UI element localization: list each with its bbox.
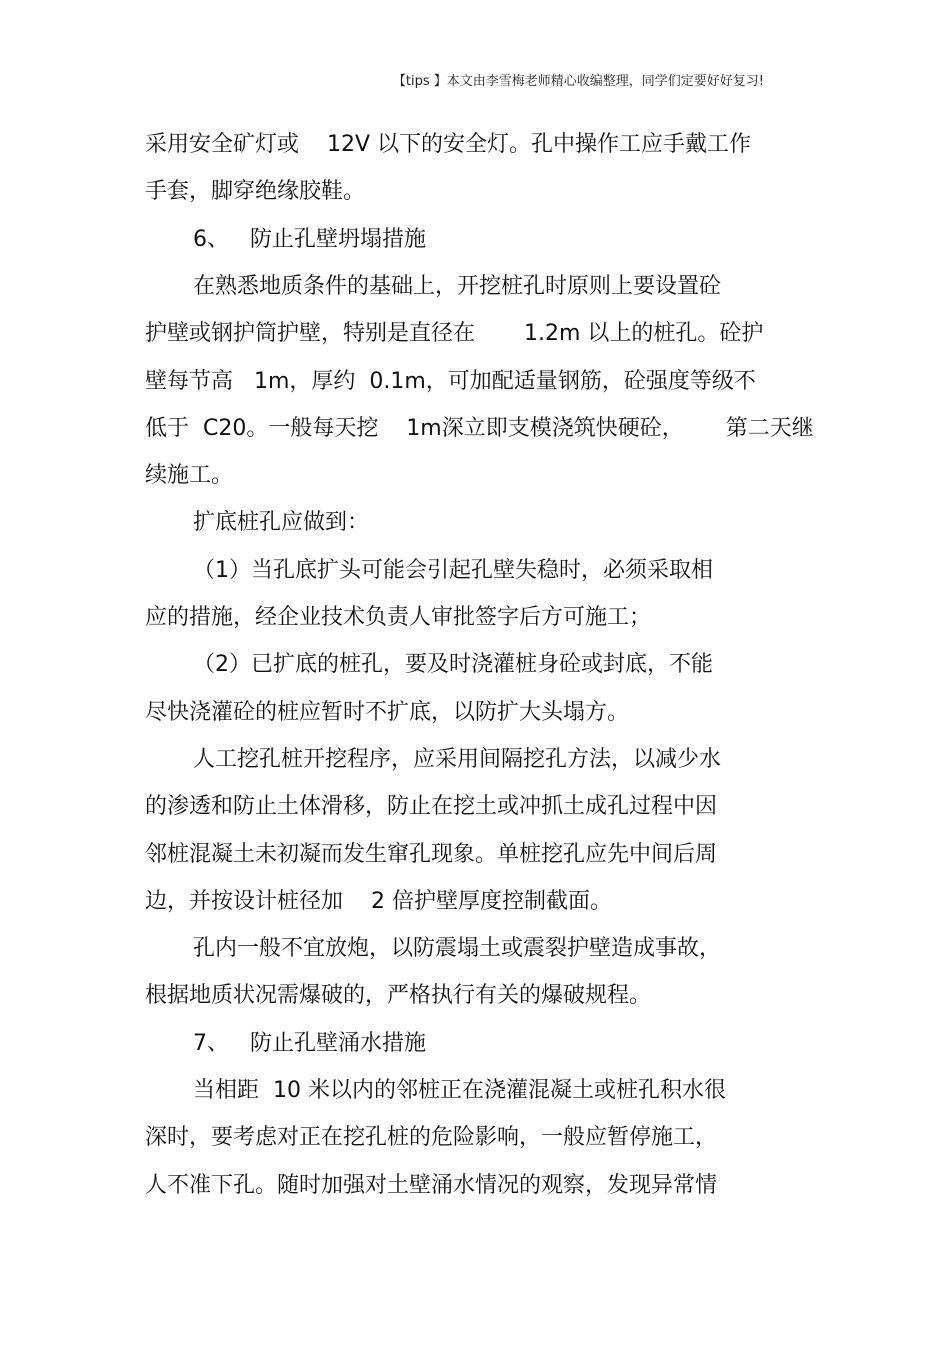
text-line: 尽快浇灌砼的桩应暂时不扩底，以防扩大头塌方。 (145, 699, 630, 725)
text-line: 应的措施，经企业技术负责人审批签字后方可施工； (145, 605, 652, 630)
text-line: 护壁或钢护筒护壁，特别是直径在 1.2m 以上的桩孔。砼护 (145, 321, 764, 347)
text-line: 根据地质状况需爆破的，严格执行有关的爆破规程。 (145, 983, 652, 1009)
text-line: （1）当孔底扩头可能会引起孔壁失稳时，必须采取相 (193, 557, 713, 583)
text-line: （2）已扩底的桩孔，要及时浇灌桩身砼或封底，不能 (193, 652, 713, 678)
text-line: 当相距 10 米以内的邻桩正在浇灌混凝土或桩孔积水很 (193, 1078, 726, 1103)
text-line: 深时，要考虑对正在挖孔桩的危险影响，一般应暂停施工， (145, 1125, 718, 1151)
text-line: 边，并按设计桩径加 2 倍护壁厚度控制截面。 (145, 888, 612, 914)
text-line: 低于 C20。一般每天挖 1m深立即支模浇筑快硬砼， 第二天继 (145, 415, 814, 441)
text-line: 扩底桩孔应做到： (193, 510, 370, 536)
text-line: 采用安全矿灯或 12V 以下的安全灯。孔中操作工应手戴工作 (145, 132, 752, 157)
text-line: 手套，脚穿绝缘胶鞋。 (145, 179, 366, 205)
text-line: 续施工。 (145, 463, 234, 489)
text-line: 孔内一般不宜放炮，以防震塌土或震裂护壁造成事故， (193, 936, 722, 962)
text-line: 7、 防止孔壁涌水措施 (193, 1030, 426, 1056)
text-line: 在熟悉地质条件的基础上，开挖桩孔时原则上要设置砼 (193, 273, 722, 299)
text-line: 邻桩混凝土未初凝而发生窜孔现象。单桩挖孔应先中间后周 (145, 841, 718, 867)
text-line: 壁每节高 1m，厚约 0.1m，可加配适量钢筋，砼强度等级不 (145, 368, 756, 394)
text-line: 人不准下孔。随时加强对土壁涌水情况的观察，发现异常情 (145, 1172, 718, 1198)
text-line: 的渗透和防止土体滑移，防止在挖土或冲抓土成孔过程中因 (145, 794, 718, 820)
text-line: 6、 防止孔壁坍塌措施 (193, 226, 426, 252)
header-tip: 【tips 】本文由李雪梅老师精心收编整理，同学们定要好好复习! (392, 74, 764, 89)
text-line: 人工挖孔桩开挖程序，应采用间隔挖孔方法，以减少水 (193, 746, 722, 772)
